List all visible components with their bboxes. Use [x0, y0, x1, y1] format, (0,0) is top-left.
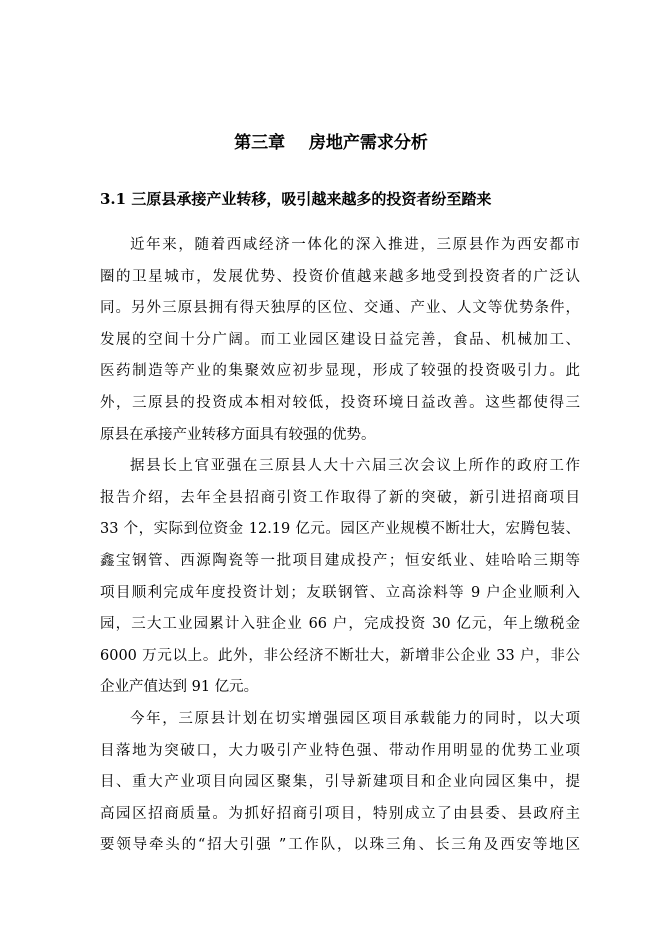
paragraph-line: 目、重大产业项目向园区聚集，引导新建项目和企业向园区集中，提 — [100, 774, 580, 791]
paragraph-line: 要领导牵头的“招大引强 ”工作队，以珠三角、长三角及西安等地区 — [100, 837, 580, 854]
paragraph-line: 企业产值达到 91 亿元。 — [100, 679, 259, 696]
paragraph-line: 6000 万元以上。此外，非公经济不断壮大，新增非公企业 33 户，非公 — [100, 647, 580, 664]
body-text — [100, 230, 580, 862]
paragraph-line: 项目顺利完成年度投资计划；友联钢管、立高涂料等 9 户企业顺利入 — [100, 584, 580, 601]
paragraph — [100, 230, 580, 451]
paragraph-line: 目落地为突破口，大力吸引产业特色强、带动作用明显的优势工业项 — [100, 742, 580, 759]
paragraph-line: 报告介绍，去年全县招商引资工作取得了新的突破，新引进招商项目 — [100, 489, 580, 506]
paragraph-line: 据县长上官亚强在三原县人大十六届三次会议上所作的政府工作 — [130, 458, 580, 475]
paragraph-line: 今年，三原县计划在切实增强园区项目承载能力的同时，以大项 — [130, 710, 580, 727]
chapter-title: 第三章 房地产需求分析 — [234, 133, 428, 153]
paragraph-line: 圈的卫星城市，发展优势、投资价值越来越多地受到投资者的广泛认 — [100, 268, 580, 285]
paragraph — [100, 451, 580, 704]
paragraph-line: 鑫宝钢管、西源陶瓷等一批项目建成投产；恒安纸业、娃哈哈三期等 — [100, 552, 580, 569]
paragraph-line: 园，三大工业园累计入驻企业 66 户，完成投资 30 亿元，年上缴税金 — [100, 616, 580, 633]
paragraph-line: 外，三原县的投资成本相对较低，投资环境日益改善。这些都使得三 — [100, 394, 580, 411]
paragraph-line: 同。另外三原县拥有得天独厚的区位、交通、产业、人文等优势条件， — [100, 300, 580, 317]
paragraph-line: 原县在承接产业转移方面具有较强的优势。 — [100, 426, 376, 443]
paragraph-line: 医药制造等产业的集聚效应初步显现，形成了较强的投资吸引力。此 — [100, 363, 580, 380]
paragraph-line: 高园区招商质量。为抓好招商引项目，特别成立了由县委、县政府主 — [100, 805, 580, 822]
paragraph-line: 发展的空间十分广阔。而工业园区建设日益完善，食品、机械加工、 — [100, 331, 580, 348]
paragraph-line: 33 个，实际到位资金 12.19 亿元。园区产业规模不断壮大，宏腾包装、 — [100, 521, 580, 538]
paragraph — [100, 704, 580, 862]
section-heading: 3.1 三原县承接产业转移，吸引越来越多的投资者纷至踏来 — [100, 190, 492, 208]
paragraph-line: 近年来，随着西咸经济一体化的深入推进，三原县作为西安都市 — [130, 237, 580, 253]
